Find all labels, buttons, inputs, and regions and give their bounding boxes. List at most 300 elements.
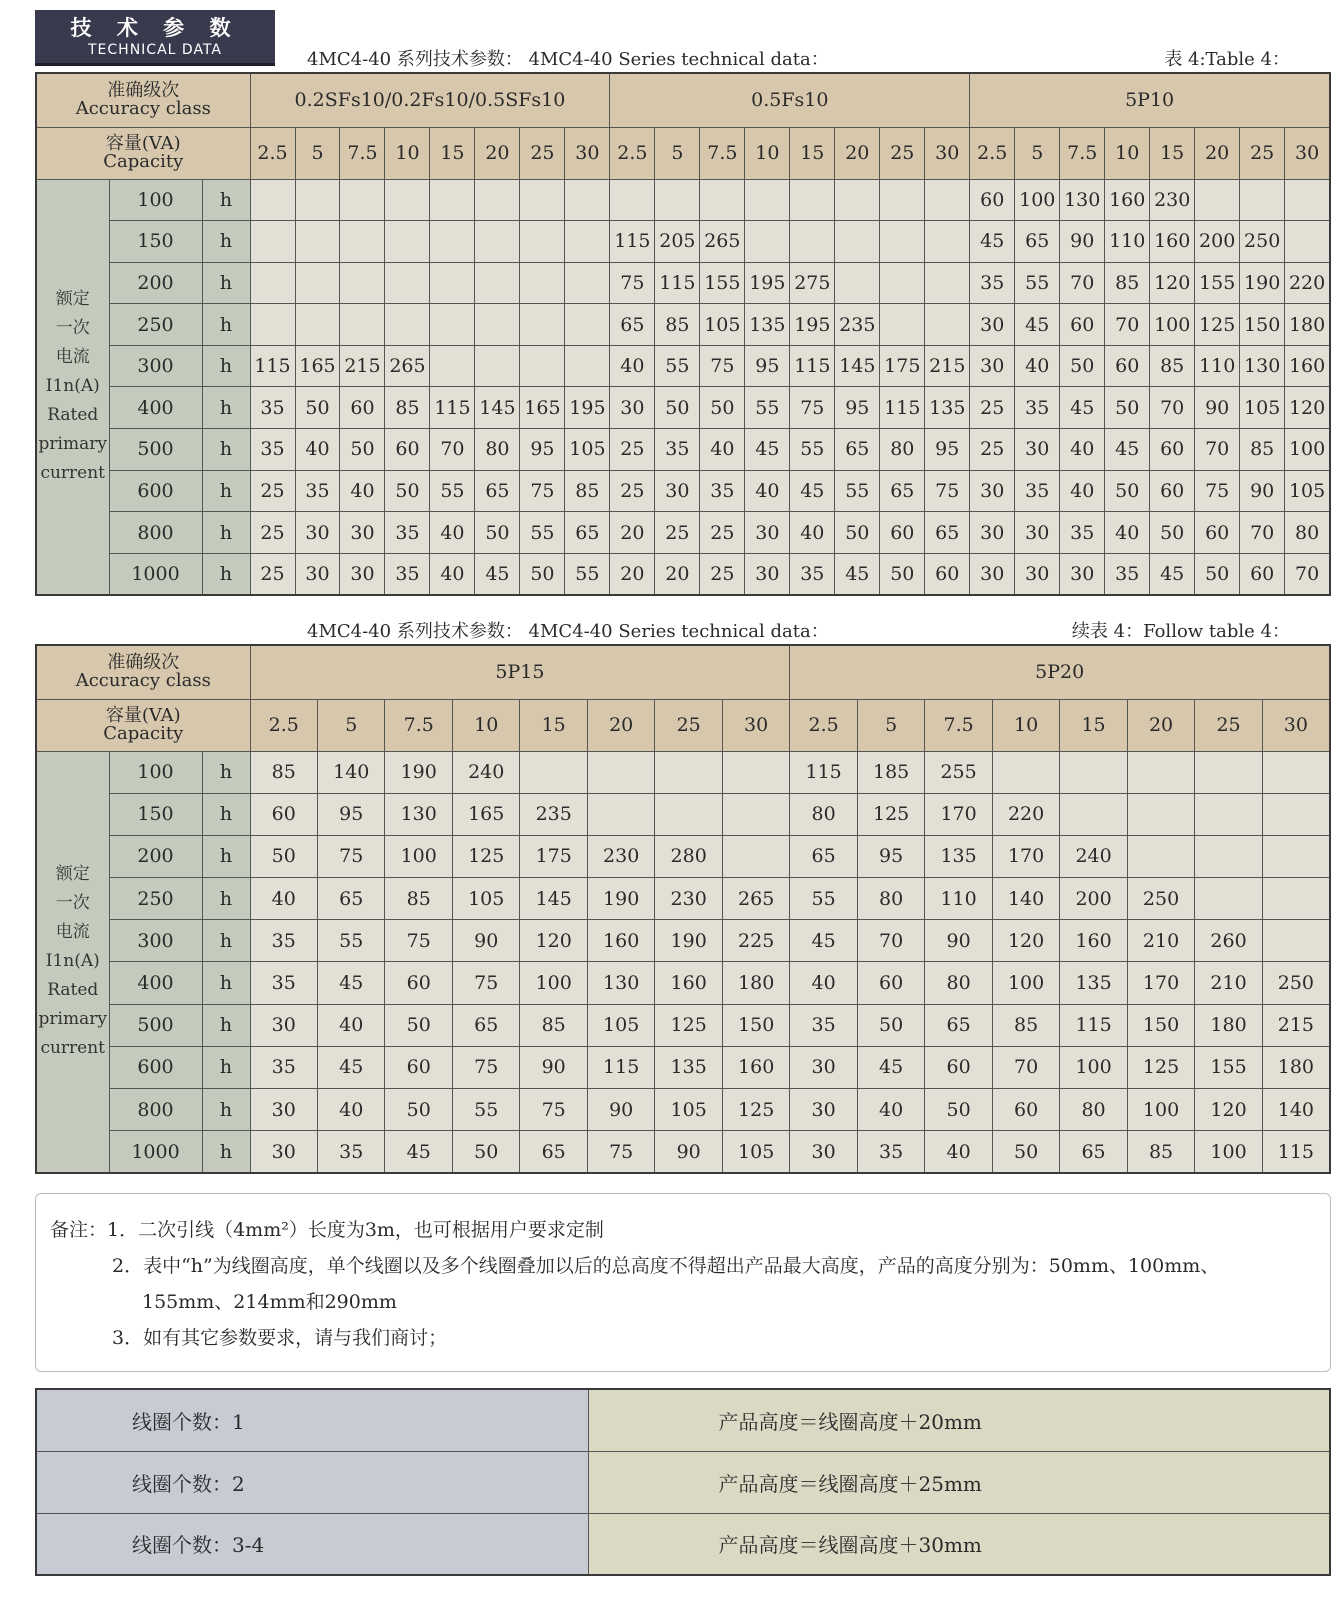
coil-height-value-cell: 55 bbox=[1015, 262, 1060, 304]
coil-height-value-cell: 50 bbox=[520, 553, 565, 595]
capacity-header-cell: 25 bbox=[520, 127, 565, 179]
coil-height-value-cell: 55 bbox=[790, 878, 857, 920]
coil-height-value-cell: 135 bbox=[1060, 962, 1127, 1004]
coil-height-value-cell: 195 bbox=[565, 387, 610, 429]
accuracy-class-en: Accuracy class bbox=[75, 670, 211, 692]
coil-height-value-cell: 50 bbox=[992, 1131, 1059, 1173]
coil-height-value-cell bbox=[722, 751, 789, 793]
coil-height-value-cell: 180 bbox=[722, 962, 789, 1004]
coil-height-value-cell: 145 bbox=[475, 387, 520, 429]
coil-height-value-cell: 25 bbox=[250, 553, 295, 595]
coil-height-value-cell: 90 bbox=[520, 1046, 587, 1088]
coil-height-value-cell bbox=[992, 751, 1059, 793]
coil-height-value-cell: 45 bbox=[857, 1046, 924, 1088]
coil-height-value-cell: 40 bbox=[925, 1131, 992, 1173]
capacity-header-cell: 15 bbox=[430, 127, 475, 179]
coil-height-value-cell bbox=[1195, 878, 1262, 920]
coil-height-value-cell: 30 bbox=[295, 512, 340, 554]
coil-height-value-cell bbox=[475, 221, 520, 263]
coil-height-value-cell: 70 bbox=[1060, 262, 1105, 304]
coil-height-value-cell: 170 bbox=[992, 835, 1059, 877]
coil-height-value-cell: 205 bbox=[655, 221, 700, 263]
coil-height-value-cell: 60 bbox=[925, 1046, 992, 1088]
capacity-header-cell: 25 bbox=[1195, 699, 1262, 751]
capacity-header-cell: 15 bbox=[1060, 699, 1127, 751]
coil-height-value-cell bbox=[1060, 793, 1127, 835]
coil-height-value-cell: 30 bbox=[340, 553, 385, 595]
coil-height-value-cell: 40 bbox=[790, 962, 857, 1004]
coil-height-value-cell: 115 bbox=[790, 345, 835, 387]
coil-height-value-cell: 95 bbox=[835, 387, 880, 429]
capacity-header-cell: 10 bbox=[385, 127, 430, 179]
coil-height-value-cell: 105 bbox=[587, 1004, 654, 1046]
coil-height-value-cell: 70 bbox=[1150, 387, 1195, 429]
product-height-table bbox=[35, 1388, 1331, 1576]
coil-height-value-cell bbox=[250, 304, 295, 346]
coil-height-value-cell: 25 bbox=[610, 429, 655, 471]
coil-height-value-cell: 235 bbox=[520, 793, 587, 835]
coil-height-value-cell: 40 bbox=[430, 512, 475, 554]
coil-height-value-cell: 30 bbox=[790, 1046, 857, 1088]
coil-height-value-cell: 60 bbox=[385, 429, 430, 471]
coil-height-value-cell: 75 bbox=[925, 470, 970, 512]
coil-height-value-cell: 125 bbox=[1127, 1046, 1194, 1088]
height-formula-cell: 产品高度＝线圈高度＋25mm bbox=[588, 1451, 1330, 1513]
coil-height-value-cell: 30 bbox=[295, 553, 340, 595]
coil-height-value-cell: 215 bbox=[1262, 1004, 1330, 1046]
coil-height-value-cell: 40 bbox=[745, 470, 790, 512]
coil-height-symbol-cell: h bbox=[202, 751, 250, 793]
coil-height-value-cell bbox=[565, 304, 610, 346]
coil-height-value-cell: 40 bbox=[1060, 470, 1105, 512]
primary-current-cell: 600 bbox=[109, 470, 202, 512]
coil-height-value-cell: 100 bbox=[1150, 304, 1195, 346]
height-formula-cell: 产品高度＝线圈高度＋20mm bbox=[588, 1389, 1330, 1451]
primary-current-cell: 200 bbox=[109, 835, 202, 877]
table-row bbox=[36, 1131, 1330, 1173]
coil-height-value-cell: 35 bbox=[295, 470, 340, 512]
coil-height-value-cell: 60 bbox=[880, 512, 925, 554]
coil-height-value-cell bbox=[565, 262, 610, 304]
coil-height-value-cell: 50 bbox=[835, 512, 880, 554]
coil-height-value-cell: 75 bbox=[700, 345, 745, 387]
coil-height-value-cell bbox=[520, 345, 565, 387]
coil-height-value-cell: 50 bbox=[475, 512, 520, 554]
coil-height-value-cell: 65 bbox=[790, 835, 857, 877]
coil-height-value-cell: 220 bbox=[1285, 262, 1330, 304]
coil-count-cell: 线圈个数：2 bbox=[36, 1451, 588, 1513]
coil-height-symbol-cell: h bbox=[202, 1046, 250, 1088]
coil-height-value-cell: 45 bbox=[970, 221, 1015, 263]
capacity-header-cell: 7.5 bbox=[700, 127, 745, 179]
coil-height-value-cell bbox=[295, 262, 340, 304]
coil-height-value-cell: 100 bbox=[385, 835, 452, 877]
coil-height-value-cell: 45 bbox=[745, 429, 790, 471]
coil-height-value-cell: 140 bbox=[992, 878, 1059, 920]
coil-height-value-cell: 190 bbox=[655, 920, 722, 962]
coil-height-value-cell: 45 bbox=[385, 1131, 452, 1173]
coil-height-value-cell bbox=[587, 793, 654, 835]
coil-height-symbol-cell: h bbox=[202, 345, 250, 387]
coil-height-value-cell: 25 bbox=[970, 387, 1015, 429]
coil-height-value-cell: 30 bbox=[250, 1089, 317, 1131]
coil-height-value-cell bbox=[835, 179, 880, 221]
coil-height-value-cell: 125 bbox=[1195, 304, 1240, 346]
coil-height-symbol-cell: h bbox=[202, 962, 250, 1004]
accuracy-class-label bbox=[36, 645, 250, 699]
coil-height-value-cell: 115 bbox=[1060, 1004, 1127, 1046]
coil-height-symbol-cell: h bbox=[202, 470, 250, 512]
coil-height-value-cell: 155 bbox=[700, 262, 745, 304]
coil-height-value-cell: 90 bbox=[655, 1131, 722, 1173]
coil-height-symbol-cell: h bbox=[202, 793, 250, 835]
notes-box bbox=[35, 1193, 1331, 1372]
coil-height-value-cell: 250 bbox=[1262, 962, 1330, 1004]
coil-height-value-cell: 40 bbox=[340, 470, 385, 512]
coil-height-value-cell: 60 bbox=[1150, 429, 1195, 471]
coil-height-value-cell: 60 bbox=[1150, 470, 1195, 512]
capacity-header-cell: 10 bbox=[992, 699, 1059, 751]
coil-height-value-cell: 55 bbox=[790, 429, 835, 471]
coil-height-value-cell: 60 bbox=[250, 793, 317, 835]
capacity-label-zh: 容量(VA) bbox=[105, 133, 181, 154]
coil-height-value-cell: 105 bbox=[1240, 387, 1285, 429]
coil-height-value-cell bbox=[880, 179, 925, 221]
coil-height-value-cell: 155 bbox=[1195, 262, 1240, 304]
coil-height-value-cell: 65 bbox=[1015, 221, 1060, 263]
coil-height-value-cell: 40 bbox=[1105, 512, 1150, 554]
coil-height-value-cell: 255 bbox=[925, 751, 992, 793]
coil-height-value-cell: 85 bbox=[520, 1004, 587, 1046]
coil-height-value-cell: 170 bbox=[925, 793, 992, 835]
table2-caption: 4MC4-40 系列技术参数： 4MC4-40 Series technical data： bbox=[307, 621, 829, 642]
coil-height-value-cell: 25 bbox=[250, 470, 295, 512]
coil-height-value-cell: 35 bbox=[970, 262, 1015, 304]
coil-height-value-cell: 235 bbox=[835, 304, 880, 346]
coil-height-value-cell: 75 bbox=[452, 962, 519, 1004]
coil-height-value-cell: 45 bbox=[318, 1046, 385, 1088]
coil-height-value-cell: 190 bbox=[1240, 262, 1285, 304]
coil-height-value-cell: 85 bbox=[385, 878, 452, 920]
coil-height-value-cell: 35 bbox=[1015, 470, 1060, 512]
coil-height-value-cell: 195 bbox=[745, 262, 790, 304]
coil-height-value-cell: 50 bbox=[452, 1131, 519, 1173]
coil-height-value-cell: 75 bbox=[790, 387, 835, 429]
coil-height-value-cell: 50 bbox=[385, 1089, 452, 1131]
coil-height-value-cell: 100 bbox=[1285, 429, 1330, 471]
coil-height-value-cell: 70 bbox=[430, 429, 475, 471]
coil-height-value-cell: 135 bbox=[925, 387, 970, 429]
note-2-continued: 155mm、214mm和290mm bbox=[142, 1291, 397, 1313]
accuracy-class-label bbox=[36, 73, 250, 127]
coil-height-value-cell bbox=[520, 179, 565, 221]
coil-height-value-cell: 35 bbox=[250, 1046, 317, 1088]
rated-primary-current-label bbox=[36, 179, 109, 595]
coil-height-value-cell: 80 bbox=[790, 793, 857, 835]
coil-height-value-cell: 80 bbox=[857, 878, 924, 920]
capacity-header-cell: 5 bbox=[857, 699, 924, 751]
coil-height-value-cell: 45 bbox=[475, 553, 520, 595]
coil-height-value-cell: 60 bbox=[1195, 512, 1240, 554]
primary-current-cell: 300 bbox=[109, 920, 202, 962]
side-label-line: current bbox=[40, 1038, 106, 1059]
capacity-header-cell: 30 bbox=[925, 127, 970, 179]
coil-height-value-cell: 30 bbox=[1015, 553, 1060, 595]
coil-height-value-cell: 75 bbox=[1195, 470, 1240, 512]
coil-height-value-cell: 30 bbox=[1015, 512, 1060, 554]
coil-height-value-cell bbox=[295, 221, 340, 263]
primary-current-cell: 1000 bbox=[109, 553, 202, 595]
coil-height-value-cell: 75 bbox=[385, 920, 452, 962]
coil-height-value-cell: 30 bbox=[340, 512, 385, 554]
coil-height-value-cell: 100 bbox=[520, 962, 587, 1004]
height-row bbox=[36, 1389, 1330, 1451]
coil-height-value-cell: 180 bbox=[1285, 304, 1330, 346]
primary-current-cell: 150 bbox=[109, 793, 202, 835]
coil-height-value-cell bbox=[1262, 920, 1330, 962]
accuracy-class-zh: 准确级次 bbox=[107, 80, 180, 102]
coil-height-value-cell: 50 bbox=[295, 387, 340, 429]
table-row bbox=[36, 1046, 1330, 1088]
side-label-line: I1n(A) bbox=[45, 951, 100, 972]
capacity-header-cell: 7.5 bbox=[385, 699, 452, 751]
coil-height-value-cell: 35 bbox=[385, 553, 430, 595]
coil-height-value-cell bbox=[475, 345, 520, 387]
coil-height-value-cell: 275 bbox=[790, 262, 835, 304]
coil-height-value-cell: 180 bbox=[1262, 1046, 1330, 1088]
coil-height-value-cell: 95 bbox=[857, 835, 924, 877]
coil-height-value-cell bbox=[610, 179, 655, 221]
coil-height-value-cell: 50 bbox=[1105, 387, 1150, 429]
coil-height-value-cell: 85 bbox=[1127, 1131, 1194, 1173]
coil-height-value-cell: 35 bbox=[250, 387, 295, 429]
coil-height-value-cell: 55 bbox=[565, 553, 610, 595]
coil-height-value-cell bbox=[385, 221, 430, 263]
coil-height-value-cell: 30 bbox=[1060, 553, 1105, 595]
coil-height-value-cell: 230 bbox=[655, 878, 722, 920]
coil-height-value-cell: 135 bbox=[745, 304, 790, 346]
primary-current-cell: 600 bbox=[109, 1046, 202, 1088]
capacity-header-cell: 30 bbox=[565, 127, 610, 179]
coil-height-value-cell: 70 bbox=[1285, 553, 1330, 595]
coil-height-value-cell: 125 bbox=[857, 793, 924, 835]
coil-height-value-cell: 125 bbox=[452, 835, 519, 877]
coil-height-value-cell: 60 bbox=[925, 553, 970, 595]
capacity-header-cell: 30 bbox=[722, 699, 789, 751]
coil-height-value-cell bbox=[925, 304, 970, 346]
table-row bbox=[36, 1004, 1330, 1046]
coil-height-value-cell: 45 bbox=[1150, 553, 1195, 595]
coil-height-value-cell: 40 bbox=[857, 1089, 924, 1131]
coil-height-value-cell bbox=[925, 221, 970, 263]
coil-height-value-cell: 215 bbox=[340, 345, 385, 387]
side-label-line: 一次 bbox=[55, 893, 90, 914]
primary-current-cell: 500 bbox=[109, 429, 202, 471]
coil-height-value-cell: 135 bbox=[925, 835, 992, 877]
capacity-header-cell: 25 bbox=[655, 699, 722, 751]
coil-height-value-cell: 90 bbox=[1240, 470, 1285, 512]
accuracy-group-header: 5P20 bbox=[790, 645, 1330, 699]
coil-height-value-cell bbox=[430, 304, 475, 346]
capacity-header-cell: 7.5 bbox=[1060, 127, 1105, 179]
side-label-line: 电流 bbox=[55, 922, 90, 943]
coil-height-value-cell: 170 bbox=[1127, 962, 1194, 1004]
accuracy-class-en: Accuracy class bbox=[75, 98, 211, 120]
coil-height-value-cell: 120 bbox=[520, 920, 587, 962]
coil-height-value-cell: 70 bbox=[1105, 304, 1150, 346]
coil-height-value-cell: 50 bbox=[1105, 470, 1150, 512]
capacity-header-cell: 25 bbox=[1240, 127, 1285, 179]
capacity-header-cell: 2.5 bbox=[250, 699, 317, 751]
coil-height-value-cell: 240 bbox=[1060, 835, 1127, 877]
coil-height-value-cell: 80 bbox=[1060, 1089, 1127, 1131]
coil-height-value-cell: 25 bbox=[250, 512, 295, 554]
coil-height-value-cell: 100 bbox=[1015, 179, 1060, 221]
coil-height-value-cell: 130 bbox=[587, 962, 654, 1004]
coil-height-value-cell bbox=[430, 179, 475, 221]
coil-height-value-cell: 30 bbox=[1015, 429, 1060, 471]
coil-height-value-cell: 75 bbox=[520, 1089, 587, 1131]
coil-height-value-cell: 185 bbox=[857, 751, 924, 793]
coil-height-value-cell: 265 bbox=[722, 878, 789, 920]
coil-height-value-cell: 240 bbox=[452, 751, 519, 793]
coil-height-value-cell: 160 bbox=[1060, 920, 1127, 962]
coil-height-value-cell: 85 bbox=[1240, 429, 1285, 471]
coil-height-value-cell bbox=[565, 345, 610, 387]
coil-height-value-cell: 35 bbox=[1105, 553, 1150, 595]
coil-height-value-cell: 160 bbox=[587, 920, 654, 962]
coil-height-value-cell: 25 bbox=[700, 553, 745, 595]
table1-caption-right: 表 4:Table 4： bbox=[1164, 49, 1290, 70]
coil-height-value-cell: 140 bbox=[1262, 1089, 1330, 1131]
coil-height-value-cell bbox=[655, 751, 722, 793]
note-1: 备注：1．二次引线（4mm²）长度为3m，也可根据用户要求定制 bbox=[50, 1219, 604, 1241]
coil-height-value-cell: 65 bbox=[452, 1004, 519, 1046]
coil-height-value-cell: 60 bbox=[1240, 553, 1285, 595]
capacity-header-cell: 30 bbox=[1285, 127, 1330, 179]
coil-height-value-cell: 65 bbox=[475, 470, 520, 512]
coil-height-value-cell: 125 bbox=[722, 1089, 789, 1131]
primary-current-cell: 800 bbox=[109, 512, 202, 554]
coil-height-value-cell: 70 bbox=[1240, 512, 1285, 554]
capacity-header-cell: 2.5 bbox=[790, 699, 857, 751]
coil-height-value-cell: 65 bbox=[925, 512, 970, 554]
coil-height-value-cell: 40 bbox=[318, 1089, 385, 1131]
coil-height-value-cell bbox=[880, 304, 925, 346]
capacity-header-cell: 20 bbox=[835, 127, 880, 179]
coil-height-value-cell: 190 bbox=[587, 878, 654, 920]
coil-height-value-cell: 195 bbox=[790, 304, 835, 346]
coil-height-value-cell bbox=[340, 304, 385, 346]
coil-height-value-cell: 115 bbox=[587, 1046, 654, 1088]
coil-height-symbol-cell: h bbox=[202, 920, 250, 962]
coil-height-symbol-cell: h bbox=[202, 304, 250, 346]
coil-height-value-cell: 115 bbox=[610, 221, 655, 263]
capacity-header-cell: 7.5 bbox=[925, 699, 992, 751]
coil-height-value-cell: 150 bbox=[1127, 1004, 1194, 1046]
coil-height-symbol-cell: h bbox=[202, 512, 250, 554]
primary-current-cell: 800 bbox=[109, 1089, 202, 1131]
badge-title-zh: 技 术 参 数 bbox=[70, 16, 240, 40]
coil-height-value-cell: 220 bbox=[992, 793, 1059, 835]
coil-height-value-cell: 160 bbox=[1150, 221, 1195, 263]
coil-height-value-cell: 165 bbox=[295, 345, 340, 387]
coil-height-value-cell: 85 bbox=[565, 470, 610, 512]
coil-height-value-cell bbox=[1285, 221, 1330, 263]
coil-height-value-cell: 90 bbox=[1060, 221, 1105, 263]
coil-height-value-cell: 130 bbox=[1060, 179, 1105, 221]
coil-height-value-cell: 85 bbox=[992, 1004, 1059, 1046]
primary-current-cell: 250 bbox=[109, 878, 202, 920]
coil-height-value-cell: 50 bbox=[385, 1004, 452, 1046]
coil-height-value-cell: 105 bbox=[565, 429, 610, 471]
coil-height-value-cell: 30 bbox=[745, 553, 790, 595]
coil-height-value-cell: 30 bbox=[655, 470, 700, 512]
capacity-header-cell: 2.5 bbox=[970, 127, 1015, 179]
coil-height-value-cell: 20 bbox=[655, 553, 700, 595]
coil-height-value-cell: 35 bbox=[385, 512, 430, 554]
primary-current-cell: 200 bbox=[109, 262, 202, 304]
coil-height-value-cell bbox=[790, 179, 835, 221]
coil-height-value-cell bbox=[1195, 835, 1262, 877]
coil-height-value-cell: 90 bbox=[925, 920, 992, 962]
coil-height-value-cell: 75 bbox=[452, 1046, 519, 1088]
coil-height-value-cell: 120 bbox=[1195, 1089, 1262, 1131]
side-label-line: primary bbox=[38, 1009, 107, 1030]
coil-height-value-cell: 120 bbox=[992, 920, 1059, 962]
coil-height-value-cell: 50 bbox=[340, 429, 385, 471]
coil-height-value-cell: 130 bbox=[385, 793, 452, 835]
coil-height-value-cell bbox=[1127, 793, 1194, 835]
coil-height-value-cell: 30 bbox=[250, 1004, 317, 1046]
coil-height-symbol-cell: h bbox=[202, 387, 250, 429]
coil-height-value-cell: 30 bbox=[745, 512, 790, 554]
coil-height-value-cell bbox=[340, 179, 385, 221]
section-badge bbox=[35, 10, 275, 66]
coil-height-value-cell bbox=[250, 221, 295, 263]
side-label-line: 额定 bbox=[55, 864, 90, 885]
table-row bbox=[36, 920, 1330, 962]
coil-height-value-cell: 50 bbox=[700, 387, 745, 429]
coil-height-value-cell: 265 bbox=[700, 221, 745, 263]
coil-height-value-cell: 105 bbox=[700, 304, 745, 346]
coil-height-value-cell: 60 bbox=[1105, 345, 1150, 387]
coil-height-value-cell: 55 bbox=[835, 470, 880, 512]
table-row bbox=[36, 221, 1330, 263]
coil-height-value-cell: 35 bbox=[1060, 512, 1105, 554]
coil-height-value-cell: 115 bbox=[880, 387, 925, 429]
coil-height-value-cell: 50 bbox=[1195, 553, 1240, 595]
coil-height-value-cell: 65 bbox=[565, 512, 610, 554]
coil-height-value-cell: 30 bbox=[970, 304, 1015, 346]
table-row bbox=[36, 962, 1330, 1004]
coil-height-value-cell: 60 bbox=[1060, 304, 1105, 346]
capacity-header-cell: 5 bbox=[318, 699, 385, 751]
coil-height-value-cell: 135 bbox=[655, 1046, 722, 1088]
coil-height-value-cell: 65 bbox=[318, 878, 385, 920]
coil-height-value-cell: 230 bbox=[1150, 179, 1195, 221]
coil-height-value-cell: 35 bbox=[318, 1131, 385, 1173]
coil-height-value-cell: 60 bbox=[385, 1046, 452, 1088]
primary-current-cell: 100 bbox=[109, 751, 202, 793]
coil-height-value-cell bbox=[745, 221, 790, 263]
coil-height-value-cell: 35 bbox=[655, 429, 700, 471]
side-label-line: current bbox=[40, 463, 106, 484]
coil-height-value-cell bbox=[340, 221, 385, 263]
coil-height-value-cell: 250 bbox=[1127, 878, 1194, 920]
coil-height-value-cell: 130 bbox=[1240, 345, 1285, 387]
capacity-header-cell: 20 bbox=[475, 127, 520, 179]
